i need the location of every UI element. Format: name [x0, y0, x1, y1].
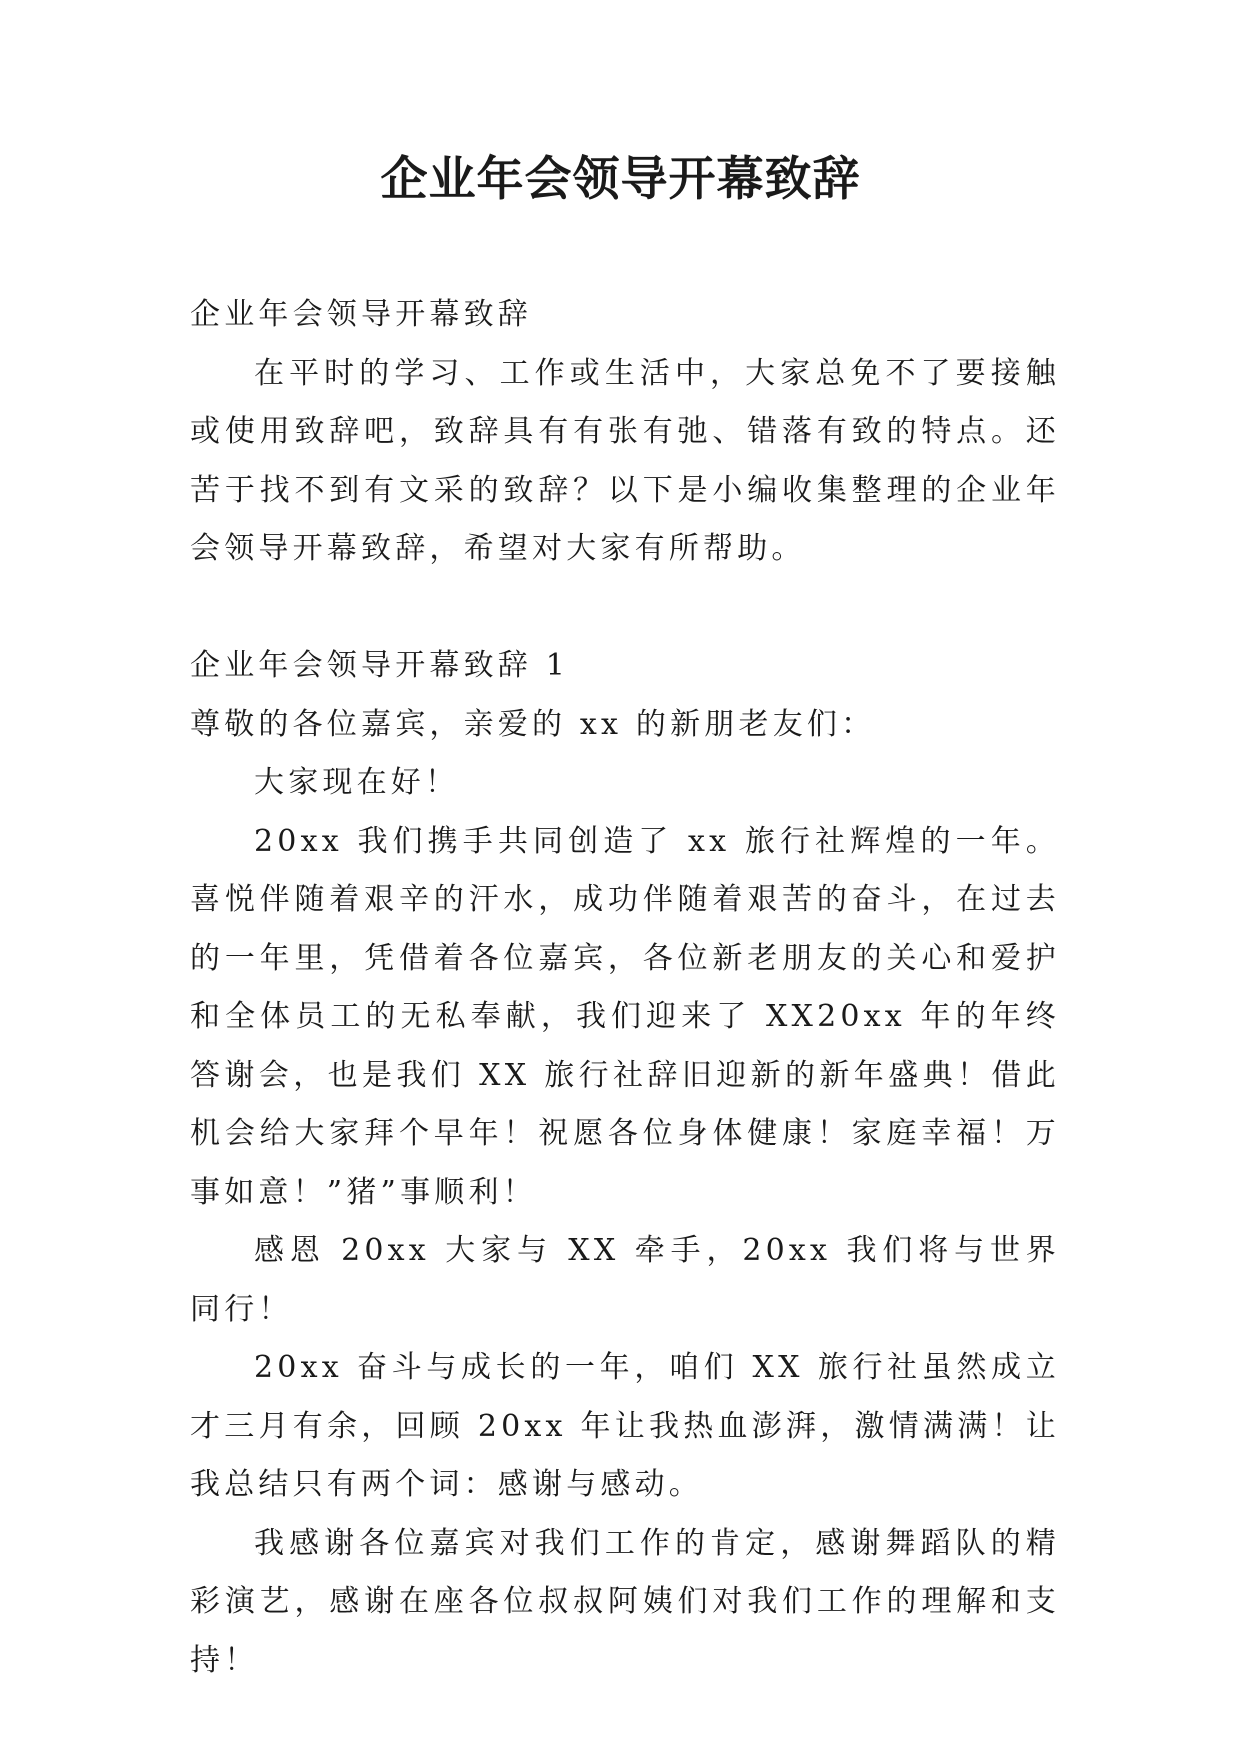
document-subtitle: 企业年会领导开幕致辞 [190, 297, 532, 332]
document-title: 企业年会领导开幕致辞 [380, 152, 861, 207]
intro-paragraph: 在平时的学习、工作或生活中，大家总免不了要接触或使用致辞吧，致辞具有有张有弛、错落有致的特点。还苦于找不到有文采的致辞？以下是小编收集整理的企业年会领导开幕致辞，希望对大家有所帮助。 [190, 355, 1060, 566]
section-heading: 企业年会领导开幕致辞 1 [190, 648, 570, 683]
document-body [190, 286, 1060, 1690]
body-paragraph-4: 我感谢各位嘉宾对我们工作的肯定，感谢舞蹈队的精彩演艺，感谢在座各位叔叔阿姨们对我们工作的理解和支持！ [190, 1525, 1060, 1678]
greeting: 大家现在好！ [254, 765, 460, 800]
paragraph-spacer [190, 579, 1060, 638]
body-paragraph-3: 20xx 奋斗与成长的一年，咱们 XX 旅行社虽然成立才三月有余，回顾 20xx 年让我热血澎湃，激情满满！让我总结只有两个词：感谢与感动。 [190, 1350, 1060, 1502]
body-paragraph-2: 感恩 20xx 大家与 XX 牵手，20xx 我们将与世界同行！ [190, 1233, 1060, 1327]
body-paragraph-1: 20xx 我们携手共同创造了 xx 旅行社辉煌的一年。喜悦伴随着艰辛的汗水，成功伴随着艰苦的奋斗，在过去的一年里，凭借着各位嘉宾，各位新老朋友的关心和爱护和全体员工的无私奉献，我们迎来了 XX20xx 年的年终答谢会，也是我们 XX 旅行社辞旧迎新的新年盛典！借此机会给大家拜个早年！祝愿各位身体健康！家庭幸福！万事如意！”猪”事顺利！ [190, 823, 1060, 1210]
salutation: 尊敬的各位嘉宾，亲爱的 xx 的新朋老友们： [190, 706, 876, 742]
